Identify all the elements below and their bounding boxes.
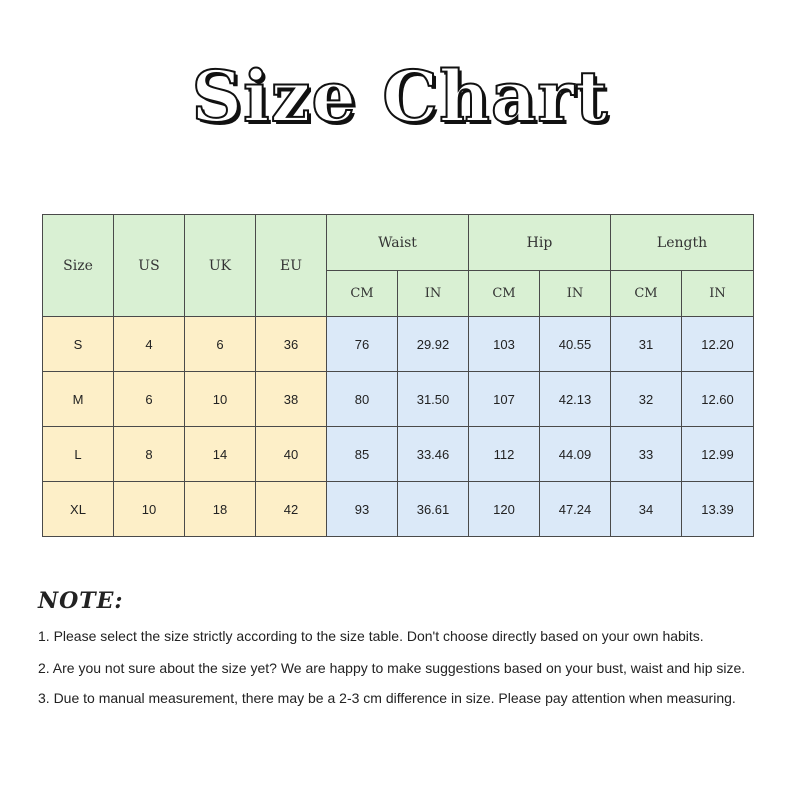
table-cell: 85: [327, 427, 398, 482]
table-cell: 38: [256, 372, 327, 427]
note-line: 1. Please select the size strictly according to the size table. Don't choose directly based on your own habits.: [38, 628, 704, 644]
header-uk: UK: [185, 215, 256, 317]
header-hip: Hip: [469, 215, 611, 271]
table-cell: 33.46: [398, 427, 469, 482]
page-title: Size Chart: [191, 55, 609, 138]
table-cell: 103: [469, 317, 540, 372]
table-cell: 12.99: [682, 427, 754, 482]
table-cell: 31.50: [398, 372, 469, 427]
table-cell: 42.13: [540, 372, 611, 427]
table-cell: 6: [185, 317, 256, 372]
table-row: [43, 427, 754, 482]
note-line: 2. Are you not sure about the size yet? We are happy to make suggestions based on your bust, waist and hip size.: [38, 660, 746, 676]
table-cell: 36: [256, 317, 327, 372]
header-waist: Waist: [327, 215, 469, 271]
unit-header: CM: [611, 271, 682, 317]
table-cell: 10: [185, 372, 256, 427]
table-cell: 13.39: [682, 482, 754, 537]
table-row: [43, 372, 754, 427]
table-cell: 14: [185, 427, 256, 482]
header-size: Size: [43, 215, 114, 317]
table-cell: 112: [469, 427, 540, 482]
table-row: [43, 482, 754, 537]
unit-header: IN: [398, 271, 469, 317]
table-cell: 76: [327, 317, 398, 372]
table-cell: 8: [114, 427, 185, 482]
size-table: [42, 214, 754, 537]
table-cell: L: [43, 427, 114, 482]
note-title: NOTE:: [38, 588, 124, 614]
unit-header: IN: [682, 271, 754, 317]
table-cell: 93: [327, 482, 398, 537]
table-cell: S: [43, 317, 114, 372]
table-cell: 34: [611, 482, 682, 537]
table-cell: 36.61: [398, 482, 469, 537]
table-cell: 44.09: [540, 427, 611, 482]
table-cell: 6: [114, 372, 185, 427]
table-cell: 42: [256, 482, 327, 537]
table-cell: 12.60: [682, 372, 754, 427]
unit-header: CM: [327, 271, 398, 317]
unit-header: CM: [469, 271, 540, 317]
table-cell: 120: [469, 482, 540, 537]
table-cell: 47.24: [540, 482, 611, 537]
table-cell: 31: [611, 317, 682, 372]
unit-header: IN: [540, 271, 611, 317]
table-cell: 32: [611, 372, 682, 427]
note-line: 3. Due to manual measurement, there may be a 2-3 cm difference in size. Please pay attention when measuring.: [38, 690, 736, 706]
table-cell: 80: [327, 372, 398, 427]
table-cell: 40: [256, 427, 327, 482]
table-cell: M: [43, 372, 114, 427]
table-cell: 29.92: [398, 317, 469, 372]
table-cell: XL: [43, 482, 114, 537]
table-cell: 12.20: [682, 317, 754, 372]
table-cell: 33: [611, 427, 682, 482]
header-length: Length: [611, 215, 754, 271]
table-cell: 18: [185, 482, 256, 537]
table-row: [43, 317, 754, 372]
header-eu: EU: [256, 215, 327, 317]
header-us: US: [114, 215, 185, 317]
table-cell: 10: [114, 482, 185, 537]
table-cell: 107: [469, 372, 540, 427]
table-cell: 4: [114, 317, 185, 372]
table-cell: 40.55: [540, 317, 611, 372]
